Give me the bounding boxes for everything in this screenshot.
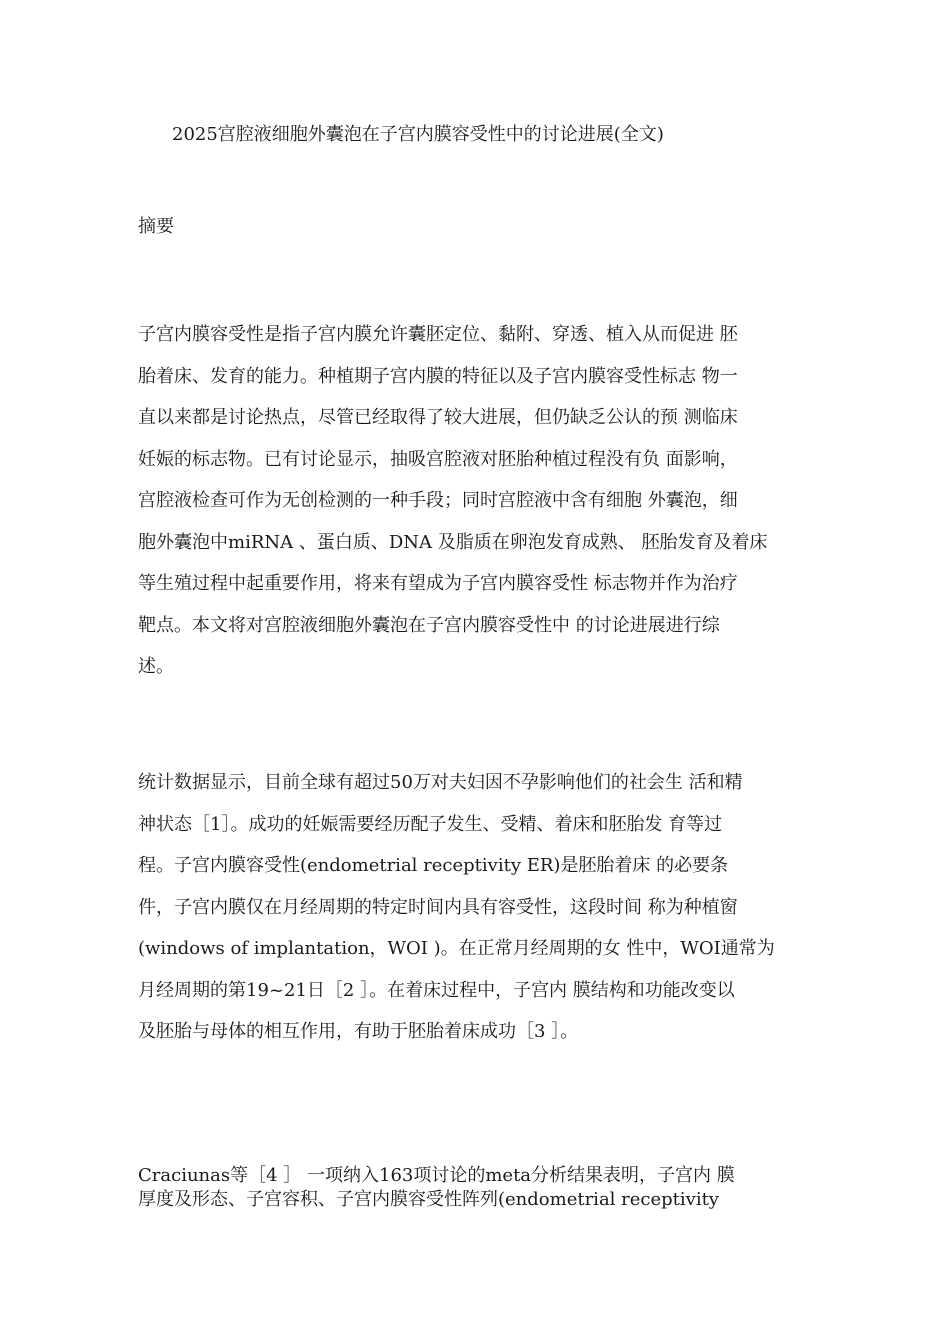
paragraph-line: 月经周期的第19~21日［2 ］。在着床过程中，子宫内 膜结构和功能改变以 xyxy=(138,979,735,1001)
paragraph-line: 胎着床、发育的能力。种植期子宫内膜的特征以及子宫内膜容受性标志 物一 xyxy=(138,365,738,387)
paragraph-background xyxy=(138,762,838,1053)
paragraph-abstract xyxy=(138,314,838,688)
paragraph-line: (windows of implantation，WOI )。在正常月经周期的女 性中，WOI通常为 xyxy=(138,938,775,959)
abstract-heading: 摘要 xyxy=(138,216,174,237)
document-title: 2025宫腔液细胞外囊泡在子宫内膜容受性中的讨论进展(全文) xyxy=(172,124,664,145)
paragraph-line: 子宫内膜容受性是指子宫内膜允许囊胚定位、黏附、穿透、植入从而促进 胚 xyxy=(138,324,738,345)
paragraph-line: 述。 xyxy=(138,656,174,677)
paragraph-line: 妊娠的标志物。已有讨论显示，抽吸宫腔液对胚胎种植过程没有负 面影响， xyxy=(138,448,738,470)
paragraph-meta-analysis xyxy=(138,1164,838,1212)
paragraph-line: 胞外囊泡中miRNA 、蛋白质、DNA 及脂质在卵泡发育成熟、 胚胎发育及着床 xyxy=(138,531,768,553)
paragraph-line: 等生殖过程中起重要作用，将来有望成为子宫内膜容受性 标志物并作为治疗 xyxy=(138,573,738,594)
paragraph-line: 统计数据显示，目前全球有超过50万对夫妇因不孕影响他们的社会生 活和精 xyxy=(138,772,743,793)
paragraph-line: 靶点。本文将对宫腔液细胞外囊泡在子宫内膜容受性中 的讨论进展进行综 xyxy=(138,614,720,636)
paragraph-line: 及胚胎与母体的相互作用，有助于胚胎着床成功［3 ］。 xyxy=(138,1021,579,1042)
paragraph-line: 宫腔液检查可作为无创检测的一种手段；同时宫腔液中含有细胞 外囊泡，细 xyxy=(138,490,738,511)
paragraph-line: 直以来都是讨论热点，尽管已经取得了较大进展，但仍缺乏公认的预 测临床 xyxy=(138,407,738,428)
paragraph-line: 件，子宫内膜仅在月经周期的特定时间内具有容受性，这段时间 称为种植窗 xyxy=(138,896,738,918)
paragraph-line: 神状态［1］。成功的妊娠需要经历配子发生、受精、着床和胚胎发 育等过 xyxy=(138,813,723,835)
paragraph-line: Craciunas等［4 ］ 一项纳入163项讨论的meta分析结果表明，子宫内 膜 xyxy=(138,1165,735,1186)
paragraph-line: 厚度及形态、子宫容积、子宫内膜容受性阵列(endometrial receptivity xyxy=(138,1189,719,1210)
paragraph-line: 程。子宫内膜容受性(endometrial receptivity ER)是胚胎着床 的必要条 xyxy=(138,855,729,876)
